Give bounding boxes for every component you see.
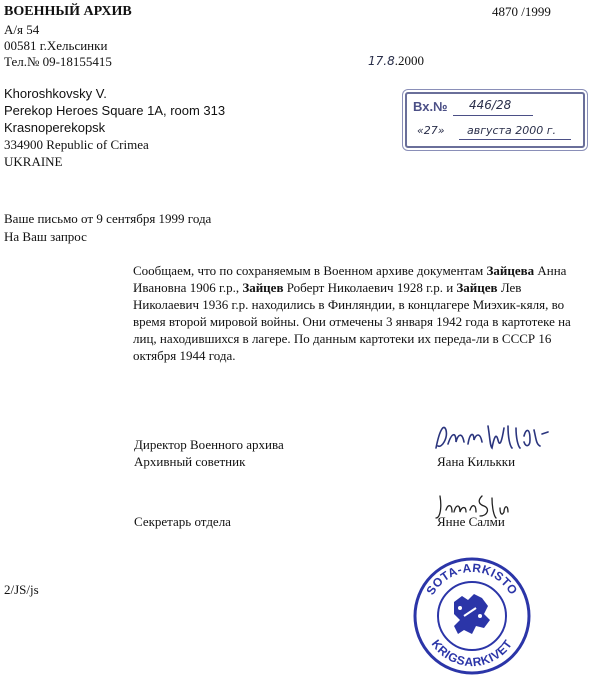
recipient-line: 334900 Republic of Crimea — [4, 137, 149, 152]
sender-phone: Тел.№ 09-18155415 — [4, 54, 112, 69]
date-handwritten: 17.8 — [368, 54, 395, 68]
director-title-2: Архивный советник — [134, 454, 246, 469]
svg-text:SOTA-ARKISTO — [423, 561, 520, 598]
stamp-month-year: августа 2000 г. — [467, 124, 556, 137]
lion-emblem-icon — [454, 594, 490, 634]
reference-letter: Ваше письмо от 9 сентября 1999 года — [4, 211, 212, 226]
recipient-address — [4, 85, 225, 170]
sender-city: 00581 г.Хельсинки — [4, 38, 108, 53]
secretary-title: Секретарь отдела — [134, 514, 231, 529]
recipient-line: UKRAINE — [4, 154, 63, 169]
letter-date — [368, 53, 424, 69]
body-text: Лев Николаевич 1936 г.р. находились в Финляндии, в концлагере Миэхик-кяля, во время второй мировой войны. Они отмечены 3 января 1942 года в картотеке на лиц, находившихся в лагере. По данным картотеки их переда-ли в СССР 16 октября 1944 года. — [133, 280, 571, 363]
director-name: Яана Килькки — [437, 454, 516, 469]
person-name: Зайцева — [486, 263, 535, 278]
seal-top-text: SOTA-ARKISTO — [423, 560, 521, 598]
body-text: Анна Ивановна 1906 г.р., — [133, 263, 567, 295]
footer-code: 2/JS/js — [4, 582, 39, 597]
date-typed: .2000 — [394, 53, 424, 68]
reference-request: На Ваш запрос — [4, 229, 87, 244]
secretary-name: Янне Салми — [437, 514, 505, 529]
body-text: Сообщаем, что по сохраняемым в Военном архиве документам — [133, 263, 487, 278]
stamp-label: Вх.№ — [413, 99, 448, 114]
body-paragraph — [133, 262, 588, 364]
person-name: Зайцев — [242, 280, 284, 295]
stamp-day: «27» — [417, 124, 445, 137]
official-seal — [412, 556, 532, 676]
incoming-stamp — [405, 92, 585, 148]
stamp-number: 446/28 — [469, 98, 512, 112]
body-text: Роберт Николаевич 1928 г.р. и — [283, 280, 457, 295]
seal-bottom-text: KRIGSARKIVET — [428, 636, 516, 670]
sender-pobox: А/я 54 — [4, 22, 40, 37]
sender-name: ВОЕННЫЙ АРХИВ — [4, 4, 132, 19]
recipient-line: Perekop Heroes Square 1A, room 313 — [4, 103, 226, 118]
recipient-line: Khoroshkovsky V. — [4, 86, 107, 101]
director-signature — [430, 418, 560, 458]
person-name: Зайцев — [456, 280, 498, 295]
stamp-underline — [453, 115, 533, 116]
reference-number: 4870 /1999 — [492, 4, 551, 19]
director-title-1: Директор Военного архива — [134, 437, 284, 452]
recipient-line: Krasnoperekopsk — [4, 120, 106, 135]
stamp-underline-2 — [459, 139, 571, 140]
